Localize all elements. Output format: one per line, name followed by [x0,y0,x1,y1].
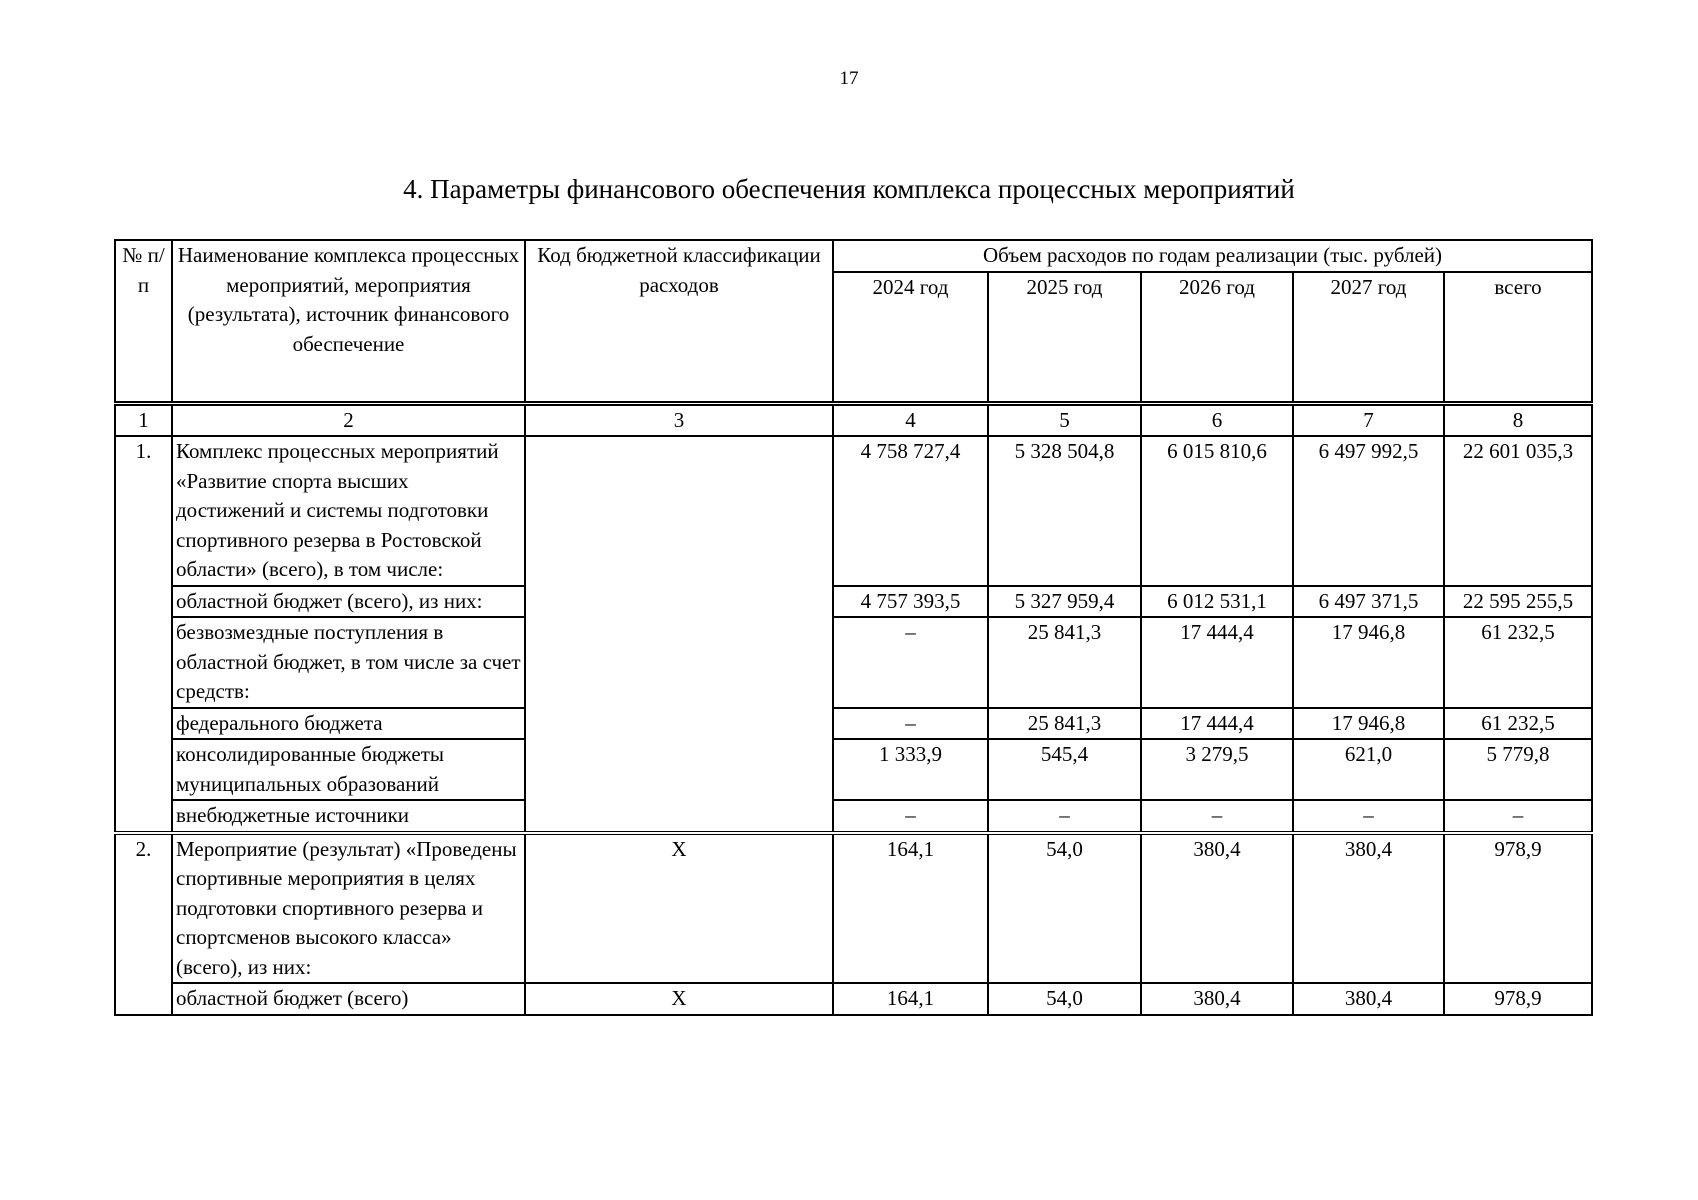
header-num: № п/п [115,240,172,403]
value-cell: 22 601 035,3 [1444,436,1592,586]
value-cell: – [833,617,988,708]
column-number: 3 [525,403,833,436]
value-cell: 61 232,5 [1444,708,1592,740]
row-name: безвозмездные поступления в областной бюджет, в том числе за счет средств: [172,617,525,708]
column-number: 6 [1141,403,1293,436]
value-cell: 380,4 [1141,983,1293,1015]
header-name: Наименование комплекса процессных мероприятий, мероприятия (результата), источник финансового обеспечение [172,240,525,403]
value-cell: 17 444,4 [1141,708,1293,740]
table-row [115,708,1592,740]
column-number: 5 [988,403,1141,436]
header-year: 2024 год [833,272,988,404]
value-cell: 380,4 [1141,833,1293,984]
value-cell: 17 444,4 [1141,617,1293,708]
table-row [115,436,1592,586]
column-number: 2 [172,403,525,436]
row-name: областной бюджет (всего) [172,983,525,1015]
value-cell: 978,9 [1444,833,1592,984]
value-cell: 978,9 [1444,983,1592,1015]
row-code: Х [525,833,833,984]
row-code: Х [525,983,833,1015]
header-year: 2027 год [1293,272,1444,404]
row-name: федерального бюджета [172,708,525,740]
column-number: 7 [1293,403,1444,436]
value-cell: – [1141,800,1293,833]
column-number: 8 [1444,403,1592,436]
value-cell: – [833,708,988,740]
value-cell: 164,1 [833,983,988,1015]
value-cell: 4 757 393,5 [833,586,988,618]
header-total: всего [1444,272,1592,404]
value-cell: 5 328 504,8 [988,436,1141,586]
value-cell: 6 012 531,1 [1141,586,1293,618]
value-cell: 6 497 992,5 [1293,436,1444,586]
value-cell: 25 841,3 [988,708,1141,740]
column-number: 4 [833,403,988,436]
table-row [115,739,1592,800]
row-name: Мероприятие (результат) «Проведены спортивные мероприятия в целях подготовки спортивного резерва и спортсменов высокого класса» (всего), из них: [172,833,525,984]
page-number: 17 [839,68,859,89]
row-name: Комплекс процессных мероприятий «Развитие спорта высших достижений и системы подготовки спортивного резерва в Ростовской области» (всего), в том числе: [172,436,525,586]
value-cell: 1 333,9 [833,739,988,800]
column-number: 1 [115,403,172,436]
table-row [115,617,1592,708]
table-row [115,800,1592,833]
value-cell: 22 595 255,5 [1444,586,1592,618]
header-code: Код бюджетной классификации расходов [525,240,833,403]
value-cell: 380,4 [1293,833,1444,984]
value-cell: 545,4 [988,739,1141,800]
value-cell: 25 841,3 [988,617,1141,708]
value-cell: 6 497 371,5 [1293,586,1444,618]
section-title: 4. Параметры финансового обеспечения комплекса процессных мероприятий [403,174,1295,204]
row-number: 2. [115,833,172,1015]
value-cell: – [1293,800,1444,833]
row-number: 1. [115,436,172,833]
value-cell: – [988,800,1141,833]
row-name: областной бюджет (всего), из них: [172,586,525,618]
value-cell: 164,1 [833,833,988,984]
value-cell: 3 279,5 [1141,739,1293,800]
value-cell: 5 779,8 [1444,739,1592,800]
value-cell: 5 327 959,4 [988,586,1141,618]
financing-table [114,239,1593,1016]
value-cell: 4 758 727,4 [833,436,988,586]
value-cell: – [833,800,988,833]
value-cell: 17 946,8 [1293,617,1444,708]
value-cell: 6 015 810,6 [1141,436,1293,586]
header-year: 2026 год [1141,272,1293,404]
row-code [525,436,833,833]
value-cell: 380,4 [1293,983,1444,1015]
value-cell: 54,0 [988,983,1141,1015]
table-row [115,586,1592,618]
row-name: консолидированные бюджеты муниципальных образований [172,739,525,800]
value-cell: 17 946,8 [1293,708,1444,740]
value-cell: 621,0 [1293,739,1444,800]
header-year: 2025 год [988,272,1141,404]
value-cell: – [1444,800,1592,833]
row-name: внебюджетные источники [172,800,525,833]
table-row [115,833,1592,984]
value-cell: 61 232,5 [1444,617,1592,708]
header-volume: Объем расходов по годам реализации (тыс. рублей) [833,240,1592,272]
value-cell: 54,0 [988,833,1141,984]
table-row [115,983,1592,1015]
